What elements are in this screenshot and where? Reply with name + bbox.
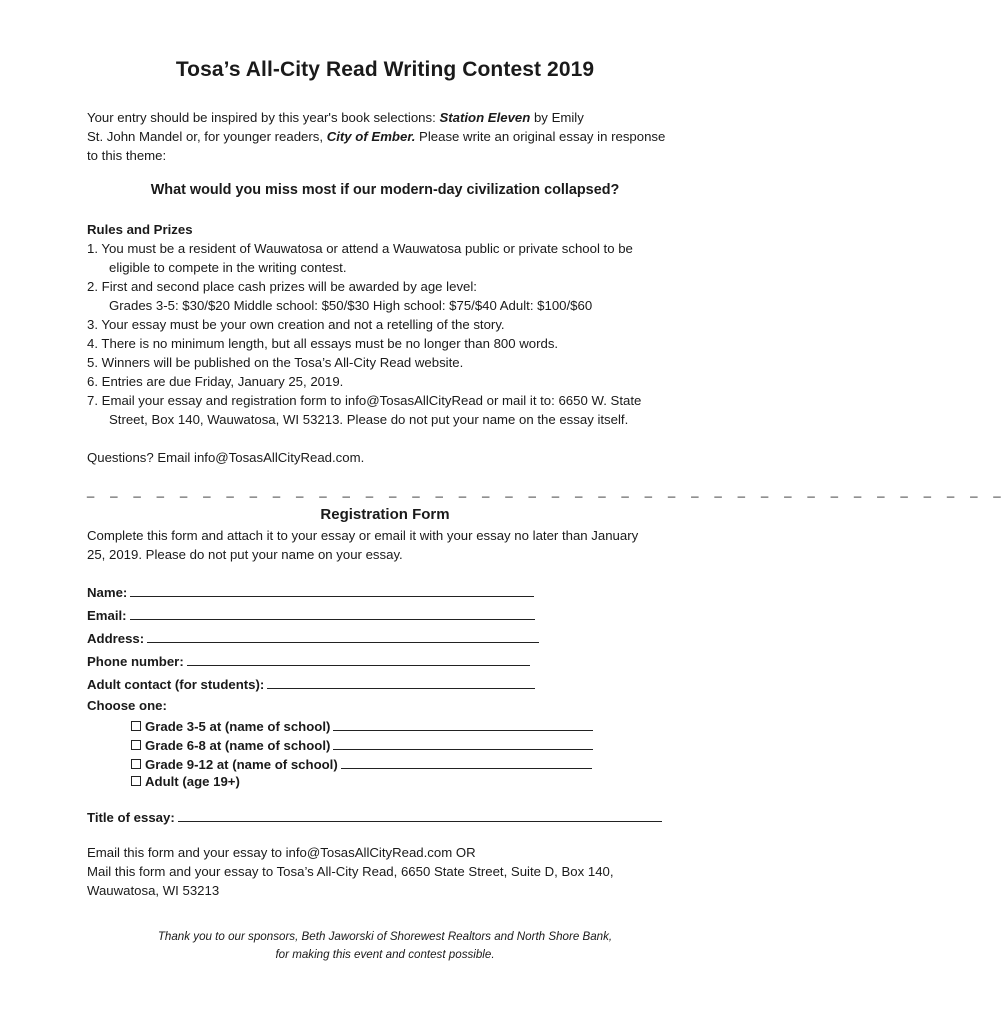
submission-mail-city: Wauwatosa, WI 53213 [87, 883, 220, 898]
choice-label: Grade 6-8 at (name of school) [145, 738, 331, 753]
rule-line: 4. There is no minimum length, but all essays must be no longer than 800 words. [87, 336, 559, 351]
phone-field[interactable] [87, 652, 530, 671]
rules-heading: Rules and Prizes [87, 222, 193, 237]
rule-line: 1. You must be a resident of Wauwatosa or attend a Wauwatosa public or private school to be [87, 241, 633, 256]
address-label: Address: [87, 631, 145, 646]
adult-contact-label: Adult contact (for students): [87, 677, 265, 692]
school-name-input-line[interactable] [333, 717, 593, 731]
intro-text: Your entry should be inspired by this year's book selections: [87, 110, 440, 125]
choice-grade-9-12[interactable] [131, 755, 592, 774]
choice-label: Grade 3-5 at (name of school) [145, 719, 331, 734]
choice-label: Grade 9-12 at (name of school) [145, 757, 338, 772]
intro-text: by Emily [530, 110, 584, 125]
email-label: Email: [87, 608, 127, 623]
address-field[interactable] [87, 629, 539, 648]
cut-line-divider: _ _ _ _ _ _ _ _ _ _ _ _ _ _ _ _ _ _ _ _ _ _ _ _ _ _ _ _ _ _ _ _ _ _ _ _ _ _ _ _ [87, 483, 1007, 498]
address-input-line[interactable] [147, 629, 539, 643]
name-field[interactable] [87, 583, 534, 602]
rule-line: eligible to compete in the writing contest. [109, 260, 347, 275]
choice-grade-3-5[interactable] [131, 717, 593, 736]
rule-line: 6. Entries are due Friday, January 25, 2019. [87, 374, 344, 389]
choice-adult[interactable] [131, 774, 240, 793]
intro-line-2 [87, 127, 665, 146]
choice-label: Adult (age 19+) [145, 774, 240, 789]
checkbox[interactable] [131, 721, 141, 731]
rule-line: 3. Your essay must be your own creation and not a retelling of the story. [87, 317, 505, 332]
registration-instructions: 25, 2019. Please do not put your name on your essay. [87, 547, 403, 562]
theme-question: What would you miss most if our modern-day civilization collapsed? [150, 182, 620, 198]
intro-line-3: to this theme: [87, 148, 167, 163]
rule-line: 7. Email your essay and registration form to info@TosasAllCityRead or mail it to: 6650 W. State [87, 393, 642, 408]
email-field[interactable] [87, 606, 535, 625]
intro-text: Please write an original essay in response [415, 129, 666, 144]
submission-email: Email this form and your essay to info@TosasAllCityRead.com OR [87, 845, 476, 860]
book-title-city-of-ember: City of Ember. [326, 129, 416, 144]
rule-line: 2. First and second place cash prizes will be awarded by age level: [87, 279, 477, 294]
page-title: Tosa’s All-City Read Writing Contest 2019 [175, 58, 595, 81]
school-name-input-line[interactable] [341, 755, 592, 769]
choice-grade-6-8[interactable] [131, 736, 593, 755]
submission-mail: Mail this form and your essay to Tosa’s All-City Read, 6650 State Street, Suite D, Box 140, [87, 864, 614, 879]
prize-amounts: Grades 3-5: $30/$20 Middle school: $50/$30 High school: $75/$40 Adult: $100/$60 [109, 298, 593, 313]
intro-text: St. John Mandel or, for younger readers, [87, 129, 327, 144]
name-input-line[interactable] [130, 583, 534, 597]
registration-instructions: Complete this form and attach it to your essay or email it with your essay no later than January [87, 528, 639, 543]
checkbox[interactable] [131, 740, 141, 750]
intro-line-1 [87, 108, 584, 127]
checkbox[interactable] [131, 776, 141, 786]
rule-line: 5. Winners will be published on the Tosa’s All-City Read website. [87, 355, 464, 370]
essay-title-field[interactable] [87, 808, 662, 827]
sponsor-thanks: Thank you to our sponsors, Beth Jaworski of Shorewest Realtors and North Shore Bank, [157, 930, 613, 943]
phone-label: Phone number: [87, 654, 184, 669]
essay-title-input-line[interactable] [178, 808, 662, 822]
registration-heading: Registration Form [320, 506, 450, 523]
name-label: Name: [87, 585, 128, 600]
email-input-line[interactable] [130, 606, 535, 620]
questions-contact: Questions? Email info@TosasAllCityRead.com. [87, 450, 365, 465]
adult-contact-field[interactable] [87, 675, 535, 694]
essay-title-label: Title of essay: [87, 810, 175, 825]
adult-contact-input-line[interactable] [267, 675, 535, 689]
checkbox[interactable] [131, 759, 141, 769]
rule-line: Street, Box 140, Wauwatosa, WI 53213. Please do not put your name on the essay itself. [109, 412, 629, 427]
sponsor-thanks: for making this event and contest possible. [275, 948, 495, 961]
phone-input-line[interactable] [187, 652, 530, 666]
school-name-input-line[interactable] [333, 736, 593, 750]
choose-one-label: Choose one: [87, 698, 167, 713]
book-title-station-eleven: Station Eleven [439, 110, 531, 125]
